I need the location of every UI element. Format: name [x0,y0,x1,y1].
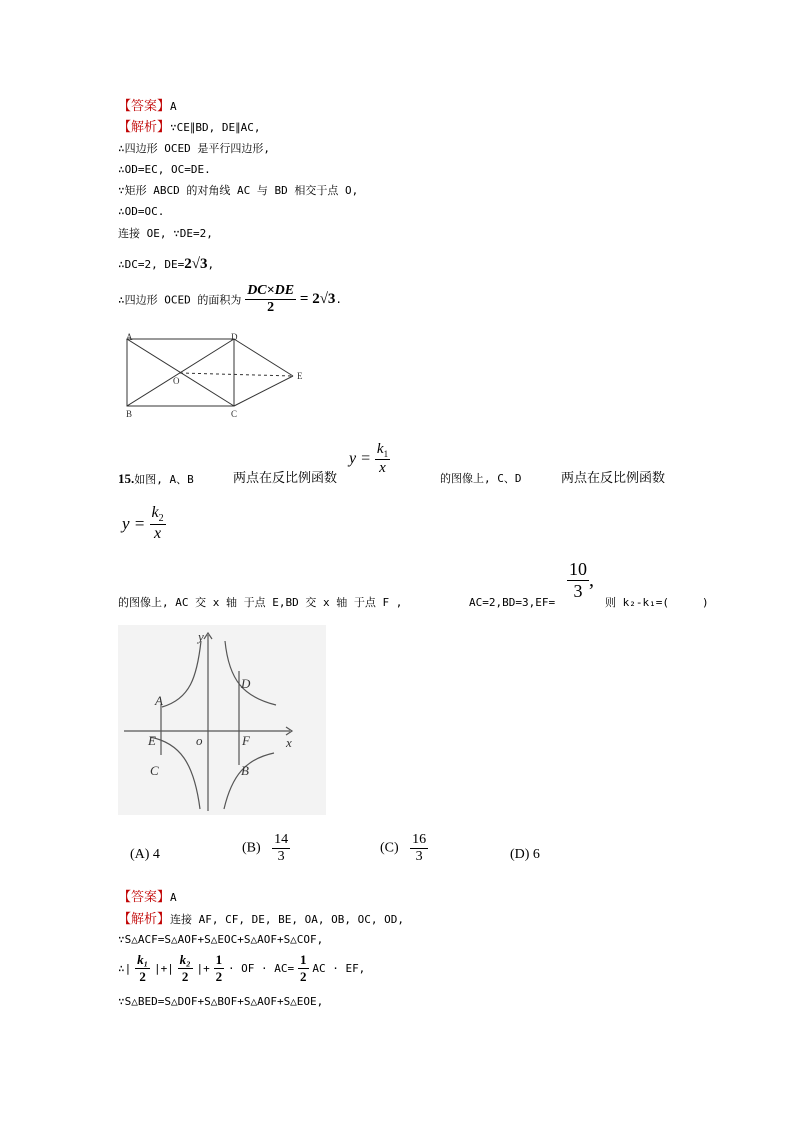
q14-analysis-line1 [118,117,261,138]
q14-step7 [118,254,214,275]
fig-label-d: D [241,676,251,691]
q15-step4: ∵S△BED=S△DOF+S△BOF+S△AOF+S△EOE, [118,995,324,1008]
q15-step3-b: |+| [153,962,174,975]
formula-k1-k: k [376,441,384,457]
label-d: D [231,332,238,342]
option-c-den: 3 [415,849,423,864]
frac-half-1-den: 2 [215,969,223,984]
option-b-label: (B) [242,840,261,856]
fig-label-x: x [286,735,292,750]
two-root-three: 2√3 [184,256,208,272]
q15-text7: 则 k₂-k₁=( [605,596,669,609]
ef-fraction [567,559,594,602]
frac-half-2-den: 2 [300,969,307,984]
option-b [242,832,290,865]
analysis-label-2: 【解析】 [118,912,171,927]
option-c-fraction [410,832,428,865]
fig-label-a: A [155,693,163,708]
q15-hyperbola-figure [118,625,326,815]
frac-k2-num: k₂ [179,952,191,967]
answer-label-2: 【答案】 [118,890,171,905]
option-d: (D) 6 [510,847,540,862]
label-a: A [126,332,133,342]
frac-half-1 [214,952,225,985]
frac-k1-den: 2 [139,969,146,984]
q14-area-line [118,283,342,316]
q15-step3 [118,952,365,985]
option-c [380,832,428,865]
formula-k1-x: x [379,460,386,476]
frac-k1-num: k₁ [137,952,149,967]
frac-half-2 [298,952,309,985]
area-result: = 2√3 [299,291,336,307]
analysis-label: 【解析】 [118,120,171,135]
q15-answer-line [118,887,177,908]
area-fraction [245,283,296,316]
formula-k2 [122,504,166,543]
frac-half-2-num: 1 [300,952,307,967]
q15-step3-a: ∴| [118,962,132,975]
q15-text6: AC=2,BD=3,EF= [469,596,556,609]
q14-step3: ∴OD=EC, OC=DE. [118,163,211,176]
label-b: B [126,409,133,419]
fig-label-y: y [198,629,204,644]
label-e: E [297,371,303,381]
formula-k1-fraction [375,441,390,477]
figure-background [118,625,326,815]
q15-step3-c: |+ [196,962,210,975]
label-c: C [231,409,238,419]
fig-label-e: E [148,733,156,748]
q14-step7-text: ∴DC=2, DE= [118,258,185,271]
formula-k1-sub: 1 [383,449,389,459]
option-b-den: 3 [277,849,285,864]
q15-answer: A [170,891,177,904]
q14-step6: 连接 OE, ∵DE=2, [118,227,213,240]
formula-k2-sub: 2 [158,513,164,525]
question-number: 15. [118,471,135,486]
q14-area-text: ∴四边形 OCED 的面积为 [118,293,242,307]
q14-step7-comma: , [207,258,215,271]
fig-label-f: F [242,733,250,748]
q14-answer-line [118,96,177,117]
answer-label: 【答案】 [118,99,171,114]
q14-step1: ∵CE∥BD, DE∥AC, [170,121,261,134]
formula-k2-fraction [150,504,166,543]
frac-k2-den: 2 [181,969,189,984]
q15-text3: 的图像上, C、D [440,472,522,485]
option-a: (A) 4 [130,847,160,862]
q14-answer: A [170,100,177,113]
ef-numerator: 10 [569,559,587,579]
q15-step3-e: AC · EF, [312,962,366,975]
q15-analysis-line1 [118,909,404,930]
q15-stem-line1 [118,469,194,490]
option-c-num: 16 [412,832,427,847]
q14-step4: ∵矩形 ABCD 的对角线 AC 与 BD 相交于点 O, [118,184,359,197]
dashed-oe [180,373,293,376]
area-denominator: 2 [267,300,275,315]
q15-text5: 的图像上, AC 交 x 轴 于点 E,BD 交 x 轴 于点 F , [118,596,403,609]
frac-half-1-num: 1 [215,952,223,967]
ef-fraction-body [567,559,589,602]
segment-de [234,339,293,376]
fig-label-c: C [150,763,159,778]
q15-step1: 连接 AF, CF, DE, BE, OA, OB, OC, OD, [170,913,404,926]
q14-rectangle-figure [118,330,318,425]
option-c-label: (C) [380,840,399,856]
q15-step3-d: · OF · AC= [227,962,295,975]
q14-step5: ∴OD=OC. [118,205,165,218]
q15-text4: 两点在反比例函数 [561,471,666,486]
q15-text2: 两点在反比例函数 [233,471,338,486]
q14-step2: ∴四边形 OCED 是平行四边形, [118,142,270,155]
q15-step2: ∵S△ACF=S△AOF+S△EOC+S△AOF+S△COF, [118,933,324,946]
formula-k2-y: y = [122,513,146,533]
ef-denominator: 3 [573,581,583,601]
area-numerator: DC×DE [247,283,295,298]
option-b-fraction [272,832,290,865]
formula-k1-y: y = [349,450,371,467]
formula-k1 [349,441,390,477]
area-period: . [335,293,343,306]
frac-k1-half [135,952,150,985]
fig-label-b: B [241,763,249,778]
ef-comma: , [589,569,594,591]
q15-text1: 如图, A、B [134,473,194,486]
option-b-num: 14 [274,832,289,847]
formula-k2-x: x [154,525,162,543]
formula-k2-k: k [151,504,159,521]
frac-k2-half [178,952,193,985]
q15-text8: ) [702,596,709,609]
label-o: O [173,376,180,386]
fig-label-o: o [196,733,203,748]
segment-ce [234,376,293,406]
